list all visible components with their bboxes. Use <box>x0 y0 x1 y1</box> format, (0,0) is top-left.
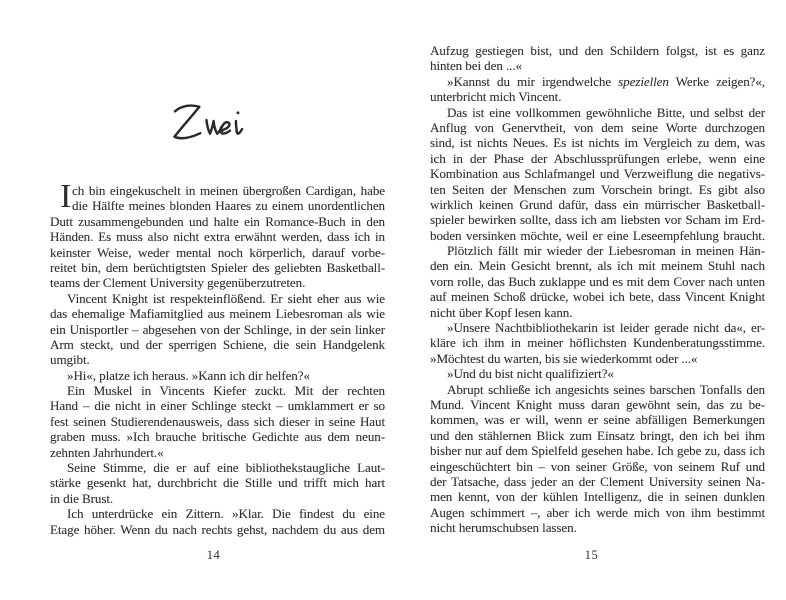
letter-i-stroke <box>236 121 242 134</box>
text-line: umgibt. <box>50 352 90 368</box>
text-line: ten Seiten der Menschen zum Vorschein bringt. Es gibt also <box>430 181 765 197</box>
text-line: wirklich keinen Grund dafür, dass ein mürrischer Basketball- <box>430 196 765 212</box>
letter-e-stroke <box>221 122 230 133</box>
text-line: Ein Muskel in Vincents Kiefer zuckt. Mit der rechten <box>67 383 385 399</box>
text-line: Ich unterdrücke ein Zittern. »Klar. Die findest du eine <box>67 506 385 522</box>
text-line: Kombination aus Schlafmangel und Verzweiflung die negativs- <box>430 166 765 182</box>
text-line: den ein. Mein Gesicht brennt, als ich mit meinem Stuhl nach <box>430 258 765 274</box>
text-line: kommen, was er will, wenn er seine abfälligen Bemerkungen <box>430 412 765 428</box>
text-line: Hand – die nicht in einer Schlinge steckt – umklammert er so <box>50 398 385 414</box>
left-page-text <box>50 178 385 537</box>
chapter-title-script <box>162 92 254 153</box>
text-line: nicht über Kopf lesen kann. <box>430 304 573 320</box>
text-line: Augen schimmert –, aber ich werde mich von ihm bestimmt <box>430 504 765 520</box>
text-line: Abrupt schließe ich angesichts seines barschen Tonfalls den <box>447 381 765 397</box>
text-line: die Hälfte meines blonden Haares zu einem unordentlichen <box>72 198 385 214</box>
text-line: unterbricht mich Vincent. <box>430 89 562 105</box>
text-line: ich in der Phase der Abschlussprüfungen erlebe, wenn eine <box>430 150 765 166</box>
text-line: Etage höher. Wenn du nach rechts gehst, nachdem du aus dem <box>50 521 385 537</box>
text-line: »Kannst du mir irgendwelche speziellen Werke zeigen?«, <box>447 73 765 89</box>
text-line: »Möchtest du warten, bis sie wiederkommt oder ...« <box>430 350 698 366</box>
text-line: bisher nur auf dem Spielfeld gesehen habe. Ich gebe zu, dass ich <box>430 443 765 459</box>
text-line: das ehemalige Mafiamitglied aus meinem Liebesroman als wie <box>50 306 385 322</box>
text-line: ein Unisportler – abgesehen von der Schlinge, in der sein linker <box>50 321 385 337</box>
text-line: keinster Weise, weder mental noch körperlich, darauf vorbe- <box>50 244 385 260</box>
text-line: ch bin eingekuschelt in meinen übergroßen Cardigan, habe <box>72 183 385 198</box>
text-line: zehnten Jahrhundert.« <box>50 444 164 460</box>
text-line: fest seinen Studierendenausweis, dass sich dieser in seine Haut <box>50 413 385 429</box>
text-line: boden versinken möchte, weil er eine Leseempfehlung braucht. <box>430 227 765 243</box>
letter-i-dot <box>237 111 240 114</box>
text-line: Arm steckt, und der sperrigen Schiene, die sein Handgelenk <box>50 336 385 352</box>
text-line: auf meinen Schoß drücke, wobei ich bete, dass Vincent Knight <box>430 289 765 305</box>
text-line: der Tatsache, dass jeder an der Clement University seinen Na- <box>430 473 765 489</box>
text-line: hinten bei den ...« <box>430 58 522 74</box>
text-line: in die Brust. <box>50 490 114 506</box>
text-line: und den stählernen Blick zum Einsatz bringt, den ich bei ihm <box>430 427 765 443</box>
text-line: Seine Stimme, die er auf eine bibliothekstaugliche Laut- <box>67 460 385 476</box>
text-line: eingeschüchtert bin – von seiner Größe, von seinem Ruf und <box>430 458 765 474</box>
text-line: men kennt, von der kühlen Intelligenz, die in seinen dunklen <box>430 489 765 505</box>
text-line: sind, ist nichts Neues. Es ist nichts im Vergleich zu dem, was <box>430 135 765 151</box>
text-line: graben muss. »Ich brauche britische Gedichte aus dem neun- <box>50 429 385 445</box>
text-line: nicht herumschubsen lassen. <box>430 520 577 536</box>
text-line: Mund. Vincent Knight muss daran gewöhnt sein, das zu be- <box>430 396 765 412</box>
text-line: stärke gesenkt hat, durchbricht die Stille und trifft mich hart <box>50 475 385 491</box>
text-line: Händen. Es muss also nicht extra erwähnt werden, dass ich in <box>50 229 385 245</box>
text-line: Plötzlich fällt mir wieder der Liebesroman in meinen Hän- <box>447 243 765 259</box>
text-line: Dutt zusammengebunden und halte ein Romance-Buch in den <box>50 213 385 229</box>
text-line: teams der Clement University gegenüberzutreten. <box>50 275 306 291</box>
text-line: Vincent Knight ist respekteinflößend. Er sieht eher aus wie <box>67 290 385 306</box>
text-line: Anflug von Genervtheit, von dem seine Worte durchzogen <box>430 119 765 135</box>
text-line: kläre ich ihm in meiner höflichsten Kundenberatungsstimme. <box>430 335 765 351</box>
letter-w-stroke <box>206 120 221 134</box>
left-page-number: 14 <box>206 548 221 562</box>
text-line: »Und du bist nicht qualifiziert?« <box>447 366 614 382</box>
text-line: vorn rolle, das Buch zuklappe und es mit dem Cover nach unten <box>430 273 765 289</box>
text-line: reitet bin, dem berüchtigtsten Spieler des geliebten Basketball- <box>50 259 385 275</box>
letter-Z-stroke <box>174 106 200 139</box>
text-line: »Hi«, platze ich heraus. »Kann ich dir helfen?« <box>67 367 310 383</box>
text-line: Aufzug gestiegen bist, und den Schildern folgst, ist es ganz <box>430 43 765 58</box>
right-page-number: 15 <box>584 548 599 562</box>
drop-cap: I <box>60 178 72 215</box>
text-line: »Unsere Nachtbibliothekarin ist leider gerade nicht da«, er- <box>447 320 765 336</box>
right-page-text <box>430 43 765 536</box>
text-line: Das ist eine vollkommen gewöhnliche Bitte, und selbst der <box>447 104 765 120</box>
text-line: spieler bewirken sollte, dass ich am liebsten vor Scham im Erd- <box>430 212 765 228</box>
